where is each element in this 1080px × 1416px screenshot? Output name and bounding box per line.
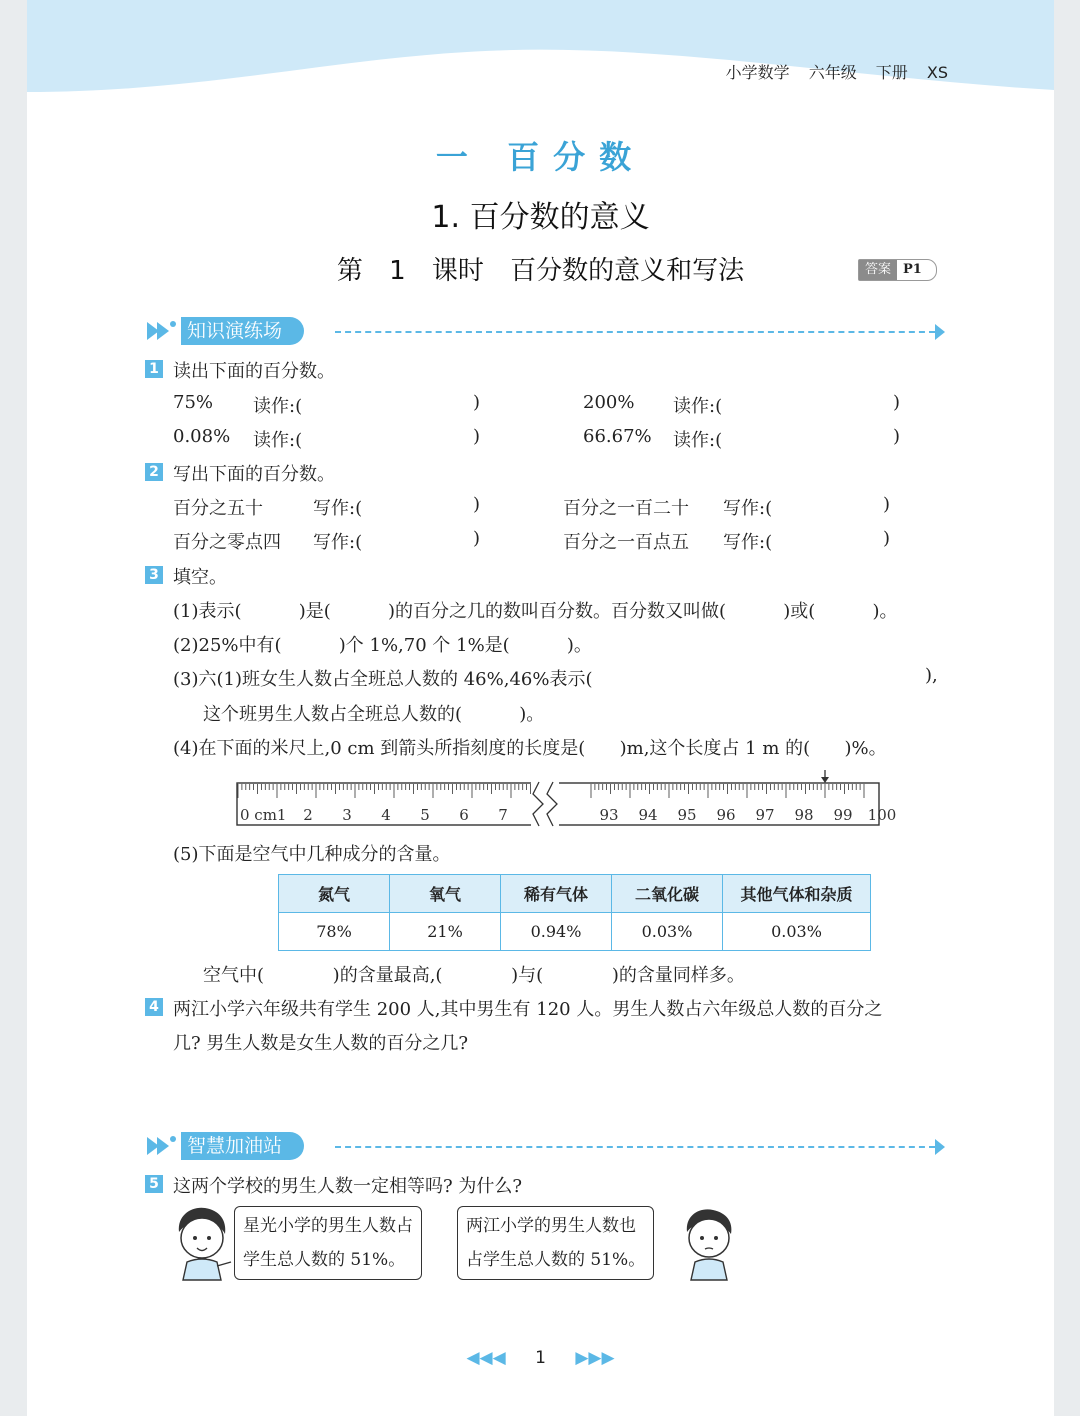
question-title: 这两个学校的男生人数一定相等吗? 为什么? <box>173 1176 523 1197</box>
q2-item-close: ) <box>473 494 481 515</box>
arrow-badge-icon <box>145 1131 179 1161</box>
workbook-page <box>27 0 1054 1416</box>
ruler-arrow-icon <box>821 770 829 783</box>
q1-item-close: ) <box>473 392 481 413</box>
table-cell: 0.03% <box>723 913 871 951</box>
boy-right-illustration <box>677 1208 741 1280</box>
section-header-challenge <box>145 1133 945 1161</box>
q2-item-words: 百分之五十 <box>173 498 263 519</box>
q1-item-close: ) <box>893 426 901 447</box>
ruler-tick-label: 3 <box>342 806 352 824</box>
lesson-title: 第 1 课时 百分数的意义和写法 <box>336 256 745 286</box>
table-header-row <box>279 875 871 913</box>
ruler-tick-label: 2 <box>303 806 313 824</box>
table-header-cell: 稀有气体 <box>501 875 612 913</box>
air-composition-table <box>278 874 871 951</box>
ruler-tick-label: 0 cm1 <box>240 806 287 824</box>
question-title: 填空。 <box>173 567 227 588</box>
book-series-label: 小学数学 六年级 下册 XS <box>725 63 948 82</box>
ruler-tick-label: 100 <box>867 806 897 824</box>
table-cell: 0.03% <box>612 913 723 951</box>
q1-item-close: ) <box>893 392 901 413</box>
q1-item-value: 0.08% <box>173 426 231 447</box>
q1-item-close: ) <box>473 426 481 447</box>
table-cell: 78% <box>279 913 390 951</box>
section-label: 知识演练场 <box>181 317 304 345</box>
q1-item-prompt: 读作:( <box>673 430 723 451</box>
q2-item-prompt: 写作:( <box>723 532 773 553</box>
q2-item-words: 百分之一百二十 <box>563 498 689 519</box>
q2-item-close: ) <box>473 528 481 549</box>
question-number: 4 <box>145 998 163 1016</box>
bubble-line: 占学生总人数的 51%。 <box>466 1250 646 1270</box>
table-cell: 0.94% <box>501 913 612 951</box>
q2-item-close: ) <box>883 494 891 515</box>
q1-item-prompt: 读作:( <box>253 430 303 451</box>
section-label: 智慧加油站 <box>181 1132 304 1160</box>
q2-item-words: 百分之零点四 <box>173 532 281 553</box>
section-title: 1. 百分数的意义 <box>431 200 650 235</box>
bubble-line: 星光小学的男生人数占 <box>243 1216 413 1236</box>
question-title: 写出下面的百分数。 <box>173 464 335 485</box>
ruler-tick-label: 6 <box>459 806 469 824</box>
ruler-tick-label: 98 <box>794 806 814 824</box>
q1-item-value: 75% <box>173 392 214 413</box>
answer-page-tag <box>858 259 937 281</box>
question-number: 1 <box>145 360 163 378</box>
question-number: 5 <box>145 1175 163 1193</box>
next-page-icon: ▶▶▶ <box>575 1348 615 1368</box>
table-header-cell: 氮气 <box>279 875 390 913</box>
q3-line-4: (4)在下面的米尺上,0 cm 到箭头所指刻度的长度是( )m,这个长度占 1 m 的( )%。 <box>173 738 887 759</box>
divider-arrow-icon <box>935 324 945 340</box>
q3-line-5: (5)下面是空气中几种成分的含量。 <box>173 844 451 865</box>
q2-item-prompt: 写作:( <box>313 498 363 519</box>
q3-line-3-cont: 这个班男生人数占全班总人数的( )。 <box>203 704 545 725</box>
q1-item-prompt: 读作:( <box>253 396 303 417</box>
table-cell: 21% <box>390 913 501 951</box>
question-title: 读出下面的百分数。 <box>173 361 335 382</box>
dashed-divider <box>335 1146 935 1148</box>
q1-item-prompt: 读作:( <box>673 396 723 417</box>
table-header-cell: 氧气 <box>390 875 501 913</box>
ruler-tick-label: 93 <box>599 806 619 824</box>
divider-arrow-icon <box>935 1139 945 1155</box>
ruler-tick-label: 94 <box>638 806 658 824</box>
q4-line-1: 两江小学六年级共有学生 200 人,其中男生有 120 人。男生人数占六年级总人数的百分之 <box>173 999 883 1020</box>
ruler-tick-label: 95 <box>677 806 697 824</box>
prev-page-icon: ◀◀◀ <box>466 1348 506 1368</box>
q2-item-close: ) <box>883 528 891 549</box>
ruler-tick-label: 7 <box>498 806 508 824</box>
q3-line-2: (2)25%中有( )个 1%,70 个 1%是( )。 <box>173 635 592 656</box>
boy-left-illustration <box>171 1206 235 1280</box>
q2-item-words: 百分之一百点五 <box>563 532 689 553</box>
table-row <box>279 913 871 951</box>
q2-item-prompt: 写作:( <box>723 498 773 519</box>
bubble-line: 两江小学的男生人数也 <box>466 1216 636 1236</box>
speech-bubble-left <box>234 1206 422 1280</box>
q3-line-3-close: ), <box>925 665 938 686</box>
answer-tag-page: P1 <box>903 262 922 277</box>
q2-item-prompt: 写作:( <box>313 532 363 553</box>
ruler-tick-label: 97 <box>755 806 775 824</box>
q3-line-6: 空气中( )的含量最高,( )与( )的含量同样多。 <box>203 965 745 986</box>
speech-bubble-right <box>457 1206 654 1280</box>
unit-title: 一 百分数 <box>435 138 646 176</box>
q3-line-3: (3)六(1)班女生人数占全班总人数的 46%,46%表示( <box>173 669 593 690</box>
table-header-cell: 二氧化碳 <box>612 875 723 913</box>
arrow-badge-icon <box>145 316 179 346</box>
dashed-divider <box>335 331 935 333</box>
table-header-cell: 其他气体和杂质 <box>723 875 871 913</box>
ruler-tick-label: 4 <box>381 806 391 824</box>
question-number: 2 <box>145 463 163 481</box>
bubble-line: 学生总人数的 51%。 <box>243 1250 406 1270</box>
answer-tag-key: 答案 <box>859 260 897 280</box>
page-number: 1 <box>535 1348 546 1368</box>
q3-line-1: (1)表示( )是( )的百分之几的数叫百分数。百分数又叫做( )或( )。 <box>173 601 898 622</box>
ruler-tick-label: 5 <box>420 806 430 824</box>
meter-ruler <box>235 768 897 830</box>
q1-item-value: 200% <box>583 392 635 413</box>
ruler-tick-label: 96 <box>716 806 736 824</box>
page-footer <box>27 1348 1054 1368</box>
ruler-tick-label: 99 <box>833 806 853 824</box>
section-header-practice <box>145 318 945 346</box>
q4-line-2: 几? 男生人数是女生人数的百分之几? <box>173 1033 469 1054</box>
question-number: 3 <box>145 566 163 584</box>
q1-item-value: 66.67% <box>583 426 652 447</box>
